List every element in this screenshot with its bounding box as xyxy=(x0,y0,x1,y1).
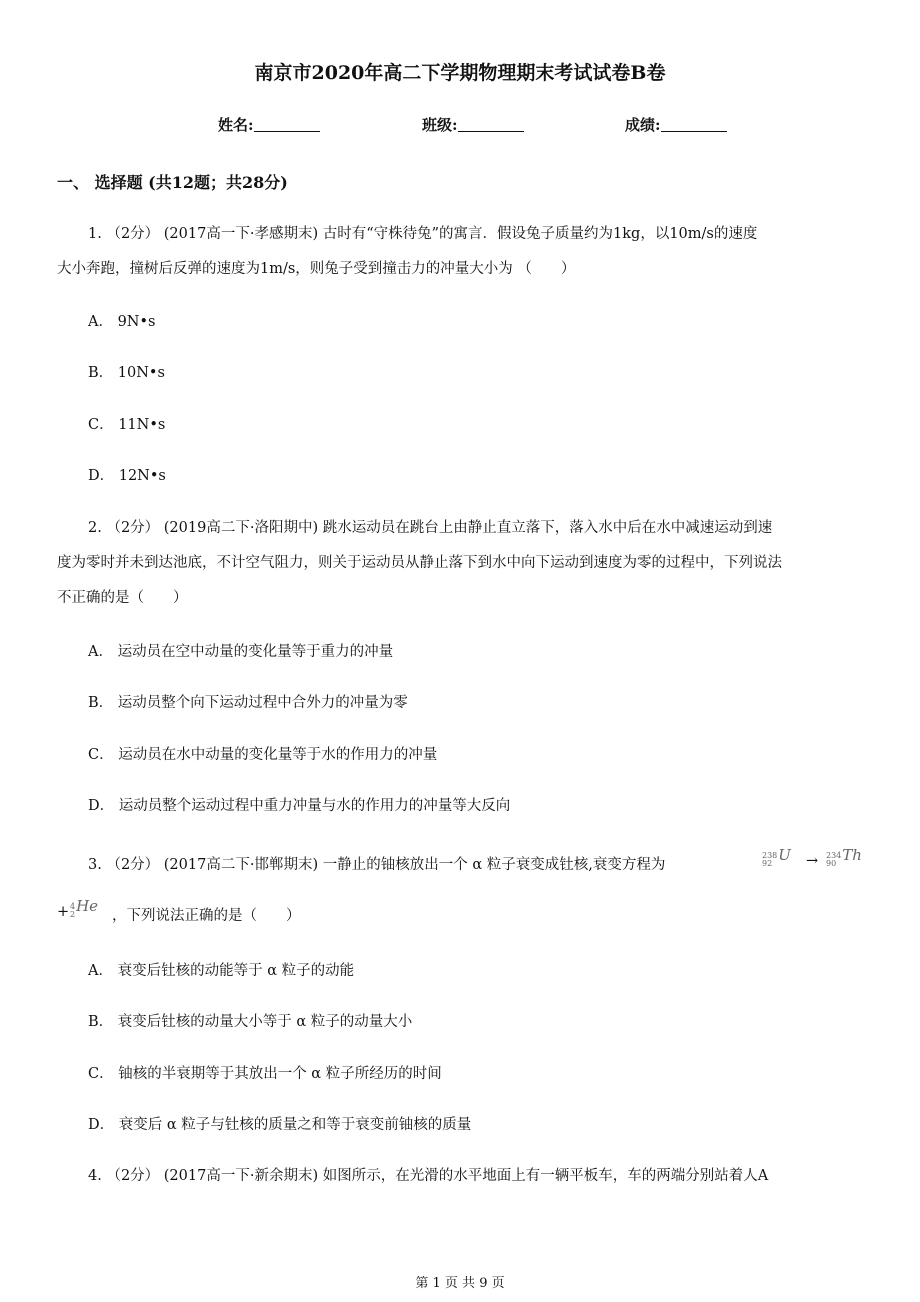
q1-option-c: C． 11N•s xyxy=(88,417,166,433)
page-title: 南京市2020年高二下学期物理期末考试试卷B卷 xyxy=(254,62,666,84)
u-number: 92 xyxy=(762,859,773,868)
q3-option-d: D． 衰变后 α 粒子与钍核的质量之和等于衰变前铀核的质量 xyxy=(88,1117,472,1133)
class-label: 班级: xyxy=(422,116,458,134)
th-mass: 234 xyxy=(826,851,842,860)
page-footer: 第 1 页 共 9 页 xyxy=(415,1276,505,1291)
q2-option-c: C． 运动员在水中动量的变化量等于水的作用力的冲量 xyxy=(88,747,438,763)
q2-line3: 不正确的是（ ） xyxy=(57,590,188,606)
he-symbol: He xyxy=(76,897,99,915)
th-number: 90 xyxy=(826,859,837,868)
th-symbol: Th xyxy=(842,846,862,864)
class-field xyxy=(422,114,524,135)
q2-option-b: B． 运动员整个向下运动过程中合外力的冲量为零 xyxy=(88,695,408,711)
thorium-formula xyxy=(826,846,862,868)
he-mass: 4 xyxy=(70,902,76,911)
q3-line1: 3. （2分） (2017高二下·邯郸期末) 一静止的铀核放出一个 α 粒子衰变成钍核,衰变方程为 xyxy=(88,857,666,873)
u-symbol: U xyxy=(778,846,791,864)
q1-option-a: A． 9N•s xyxy=(88,314,156,330)
he-number: 2 xyxy=(70,910,76,919)
q2-option-d: D． 运动员整个运动过程中重力冲量与水的作用力的冲量等大反向 xyxy=(88,798,511,814)
q2-line1: 2. （2分） (2019高二下·洛阳期中) 跳水运动员在跳台上由静止直立落下，落入水中后在水中减速运动到速 xyxy=(88,520,773,536)
decay-arrow: → xyxy=(806,853,819,869)
score-blank[interactable] xyxy=(661,117,727,132)
q3-option-b: B． 衰变后钍核的动量大小等于 α 粒子的动量大小 xyxy=(88,1014,413,1030)
q3-option-a: A． 衰变后钍核的动能等于 α 粒子的动能 xyxy=(88,963,355,979)
score-field xyxy=(625,114,727,135)
class-blank[interactable] xyxy=(458,117,524,132)
q2-option-a: A． 运动员在空中动量的变化量等于重力的冲量 xyxy=(88,644,394,660)
section-heading: 一、 选择题 (共12题；共28分) xyxy=(57,173,288,192)
name-field xyxy=(218,114,320,135)
q3-option-c: C． 铀核的半衰期等于其放出一个 α 粒子所经历的时间 xyxy=(88,1066,442,1082)
plus-sign: + xyxy=(57,904,70,920)
q1-line1: 1. （2分） (2017高一下·孝感期末) 古时有“守株待兔”的寓言．假设兔子质量约为1kg，以10m/s的速度 xyxy=(88,226,758,242)
q1-line2: 大小奔跑，撞树后反弹的速度为1m/s，则兔子受到撞击力的冲量大小为 （ ） xyxy=(57,261,576,277)
q2-line2: 度为零时并未到达池底，不计空气阻力，则关于运动员从静止落下到水中向下运动到速度为零的过程中，下列说法 xyxy=(57,555,782,571)
q1-option-d: D． 12N•s xyxy=(88,468,166,484)
uranium-formula xyxy=(762,846,791,868)
name-label: 姓名: xyxy=(218,116,254,134)
u-mass: 238 xyxy=(762,851,778,860)
name-blank[interactable] xyxy=(254,117,320,132)
q1-option-b: B． 10N•s xyxy=(88,365,165,381)
score-label: 成绩: xyxy=(625,116,661,134)
helium-formula xyxy=(70,897,98,919)
q3-line2: ，下列说法正确的是（ ） xyxy=(112,908,301,924)
q4-line1: 4. （2分） (2017高一下·新余期末) 如图所示，在光滑的水平地面上有一辆平板车，车的两端分别站着人A xyxy=(88,1168,769,1184)
